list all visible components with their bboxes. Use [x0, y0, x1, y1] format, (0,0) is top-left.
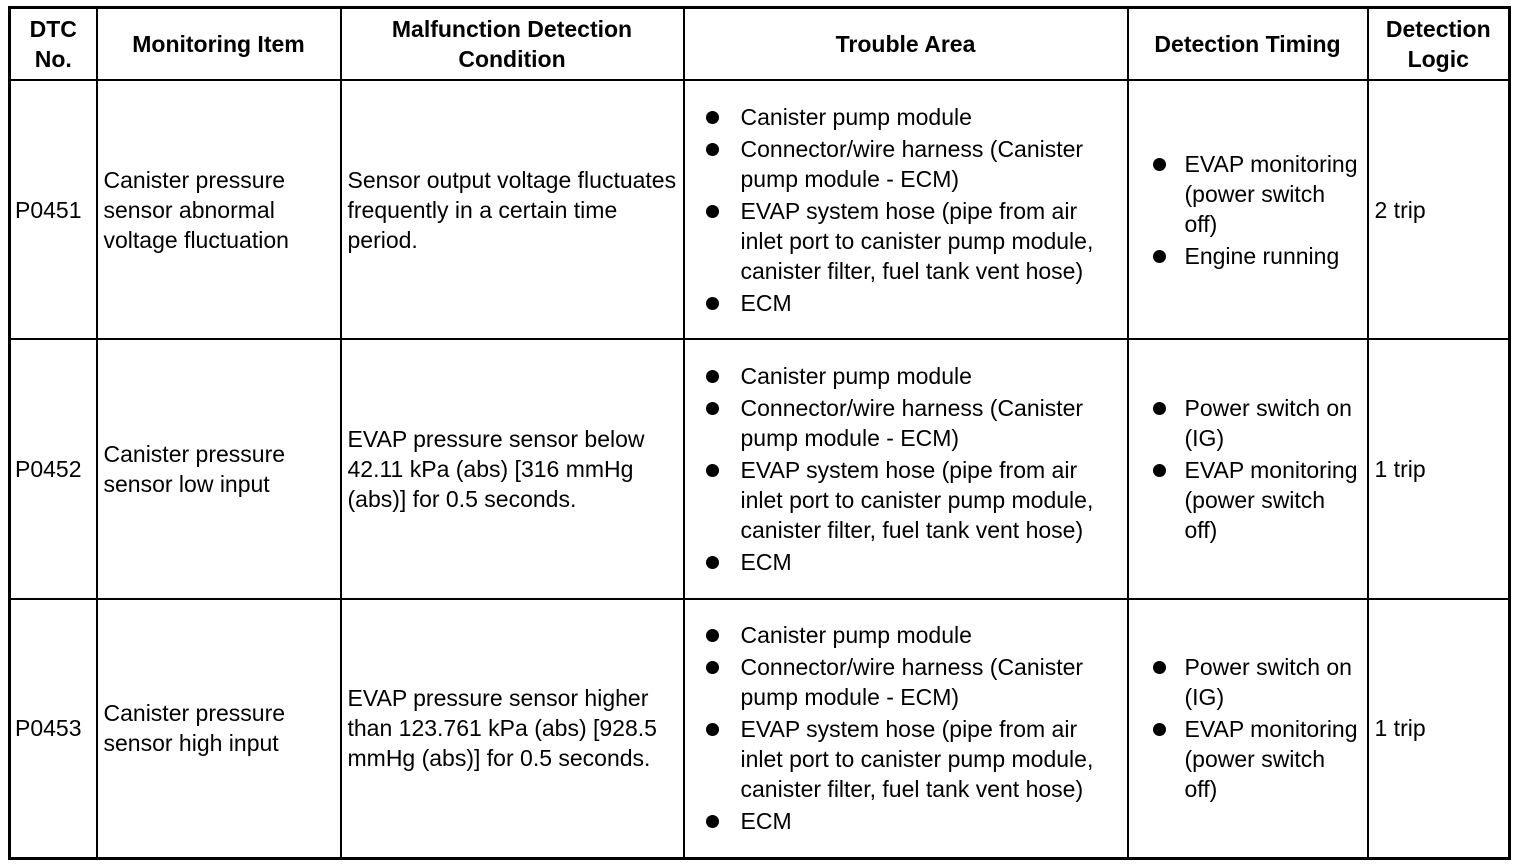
dtc-code: P0452	[10, 339, 97, 598]
trouble-area-item: Canister pump module	[691, 102, 1121, 132]
monitoring-item: Canister pressure sensor low input	[97, 339, 341, 598]
detection-timing	[1128, 599, 1368, 859]
header-detection-logic: Detection Logic	[1368, 8, 1510, 81]
detection-timing	[1128, 80, 1368, 339]
detection-timing-item: Power switch on (IG)	[1135, 652, 1361, 712]
trouble-area-list	[691, 361, 1121, 577]
detection-timing-item: EVAP monitoring (power switch off)	[1135, 455, 1361, 545]
detection-timing-list	[1135, 149, 1361, 271]
trouble-area-list	[691, 102, 1121, 318]
detection-condition: EVAP pressure sensor higher than 123.761 kPa (abs) [928.5 mmHg (abs)] for 0.5 seconds.	[341, 599, 684, 859]
dtc-table	[8, 6, 1511, 860]
table-row	[10, 80, 1510, 339]
trouble-area-item: ECM	[691, 288, 1121, 318]
header-row	[10, 8, 1510, 81]
detection-logic: 2 trip	[1368, 80, 1510, 339]
detection-timing-item: EVAP monitoring (power switch off)	[1135, 149, 1361, 239]
trouble-area-item: Connector/wire harness (Canister pump module - ECM)	[691, 134, 1121, 194]
header-dtc-no: DTC No.	[10, 8, 97, 81]
table-row	[10, 599, 1510, 859]
trouble-area-item: ECM	[691, 547, 1121, 577]
trouble-area-item: EVAP system hose (pipe from air inlet port to canister pump module, canister filter, fuel tank vent hose)	[691, 714, 1121, 804]
detection-timing-list	[1135, 393, 1361, 545]
detection-timing-item: Engine running	[1135, 241, 1361, 271]
trouble-area	[684, 80, 1128, 339]
detection-timing-item: Power switch on (IG)	[1135, 393, 1361, 453]
detection-timing-list	[1135, 652, 1361, 804]
trouble-area-item: Canister pump module	[691, 620, 1121, 650]
monitoring-item: Canister pressure sensor abnormal voltage fluctuation	[97, 80, 341, 339]
header-trouble-area: Trouble Area	[684, 8, 1128, 81]
dtc-code: P0451	[10, 80, 97, 339]
trouble-area-item: Connector/wire harness (Canister pump module - ECM)	[691, 393, 1121, 453]
dtc-code: P0453	[10, 599, 97, 859]
trouble-area-item: ECM	[691, 806, 1121, 836]
trouble-area-list	[691, 620, 1121, 836]
detection-condition: Sensor output voltage fluctuates frequently in a certain time period.	[341, 80, 684, 339]
trouble-area-item: EVAP system hose (pipe from air inlet port to canister pump module, canister filter, fuel tank vent hose)	[691, 455, 1121, 545]
trouble-area	[684, 339, 1128, 598]
header-monitoring-item: Monitoring Item	[97, 8, 341, 81]
trouble-area-item: Canister pump module	[691, 361, 1121, 391]
table-row	[10, 339, 1510, 598]
detection-condition: EVAP pressure sensor below 42.11 kPa (abs) [316 mmHg (abs)] for 0.5 seconds.	[341, 339, 684, 598]
trouble-area-item: Connector/wire harness (Canister pump module - ECM)	[691, 652, 1121, 712]
monitoring-item: Canister pressure sensor high input	[97, 599, 341, 859]
trouble-area	[684, 599, 1128, 859]
header-detection-timing: Detection Timing	[1128, 8, 1368, 81]
detection-logic: 1 trip	[1368, 339, 1510, 598]
detection-timing-item: EVAP monitoring (power switch off)	[1135, 714, 1361, 804]
detection-logic: 1 trip	[1368, 599, 1510, 859]
header-malfunction-condition: Malfunction Detection Condition	[341, 8, 684, 81]
detection-timing	[1128, 339, 1368, 598]
trouble-area-item: EVAP system hose (pipe from air inlet port to canister pump module, canister filter, fuel tank vent hose)	[691, 196, 1121, 286]
